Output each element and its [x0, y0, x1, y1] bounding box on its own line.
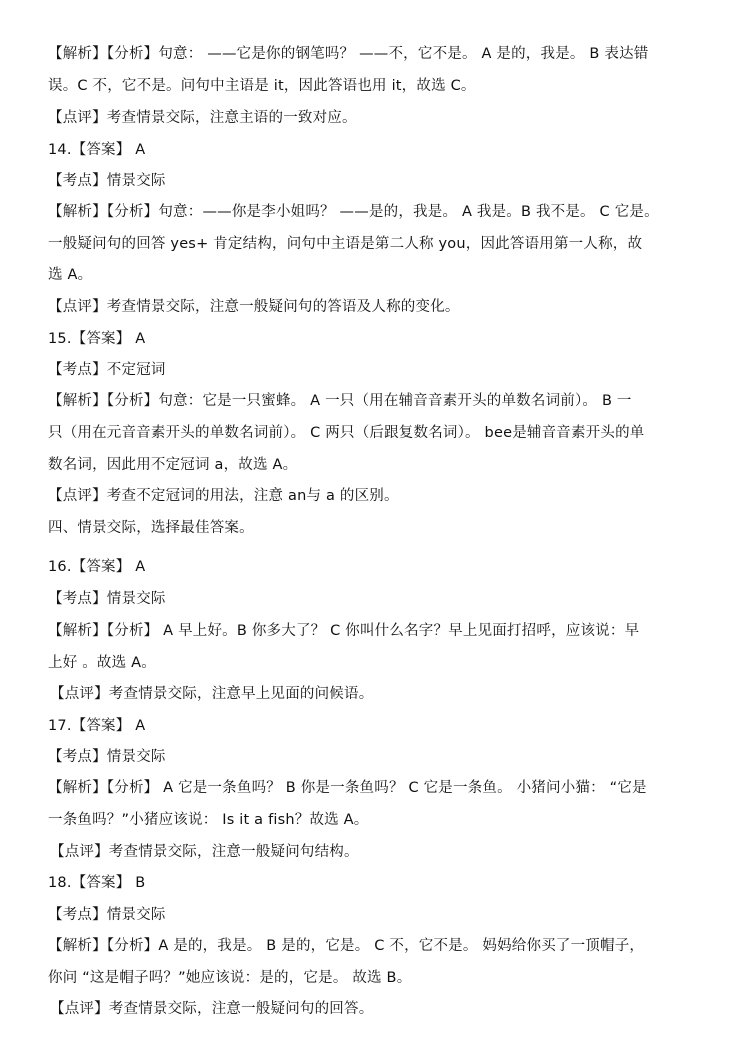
text-line: 【考点】情景交际 — [48, 591, 166, 607]
text-line: 【点评】考查情景交际，注意早上见面的问候语。 — [50, 686, 374, 702]
text-line: 【解析】【分析】 A 它是一条鱼吗？ B 你是一条鱼吗？ C 它是一条鱼。 小猪问小猫： “它是 — [48, 780, 647, 796]
text-line: 【考点】情景交际 — [48, 907, 166, 923]
text-line: 【解析】【分析】句意：——你是李小姐吗？ ——是的，我是。 A 我是。B 我不是。 C 它是。 — [48, 204, 659, 220]
text-line: 上好 。故选 A。 — [48, 655, 156, 671]
text-line: 【点评】考查不定冠词的用法，注意 an与 a 的区别。 — [48, 488, 399, 504]
text-line: 【解析】【分析】句意：它是一只蜜蜂。 A 一只（用在辅音音素开头的单数名词前）。 B 一 — [48, 393, 632, 409]
text-line: 16.【答案】 A — [48, 559, 146, 575]
text-line: 【解析】【分析】句意： ——它是你的钢笔吗？ ——不，它不是。 A 是的，我是。 B 表达错 — [48, 46, 649, 62]
text-line: 【考点】不定冠词 — [48, 362, 166, 378]
text-line: 一条鱼吗？”小猪应该说： Is it a fish？故选 A。 — [48, 812, 369, 828]
text-line: 只（用在元音音素开头的单数名词前）。 C 两只（后跟复数名词）。 bee是辅音音素开头的单 — [48, 425, 645, 441]
text-line: 误。C 不，它不是。问句中主语是 it，因此答语也用 it，故选 C。 — [48, 78, 476, 94]
text-line: 一般疑问句的回答 yes+ 肯定结构，问句中主语是第二人称 you，因此答语用第一人称，故 — [48, 236, 643, 252]
text-line: 【解析】【分析】 A 早上好。B 你多大了？ C 你叫什么名字？早上见面打招呼，应该说：早 — [48, 623, 640, 639]
text-line: 你问 “这是帽子吗？”她应该说：是的，它是。 故选 B。 — [48, 970, 412, 986]
text-line: 数名词，因此用不定冠词 a，故选 A。 — [48, 457, 298, 473]
text-line: 【解析】【分析】A 是的，我是。 B 是的，它是。 C 不，它不是。 妈妈给你买了一顶帽子， — [48, 938, 645, 954]
text-line: 14.【答案】 A — [48, 142, 146, 158]
text-line: 18.【答案】 B — [48, 875, 146, 891]
text-line: 【点评】考查情景交际，注意主语的一致对应。 — [48, 110, 357, 126]
text-line: 【点评】考查情景交际，注意一般疑问句的回答。 — [50, 1001, 374, 1017]
text-line: 【点评】考查情景交际，注意一般疑问句结构。 — [50, 844, 359, 860]
text-line: 四、情景交际，选择最佳答案。 — [48, 520, 254, 536]
text-line: 【考点】情景交际 — [48, 749, 166, 765]
text-line: 【考点】情景交际 — [48, 173, 166, 189]
text-line: 15.【答案】 A — [48, 331, 146, 347]
text-line: 17.【答案】 A — [48, 718, 146, 734]
text-line: 选 A。 — [48, 267, 93, 283]
text-line: 【点评】考查情景交际，注意一般疑问句的答语及人称的变化。 — [48, 299, 460, 315]
